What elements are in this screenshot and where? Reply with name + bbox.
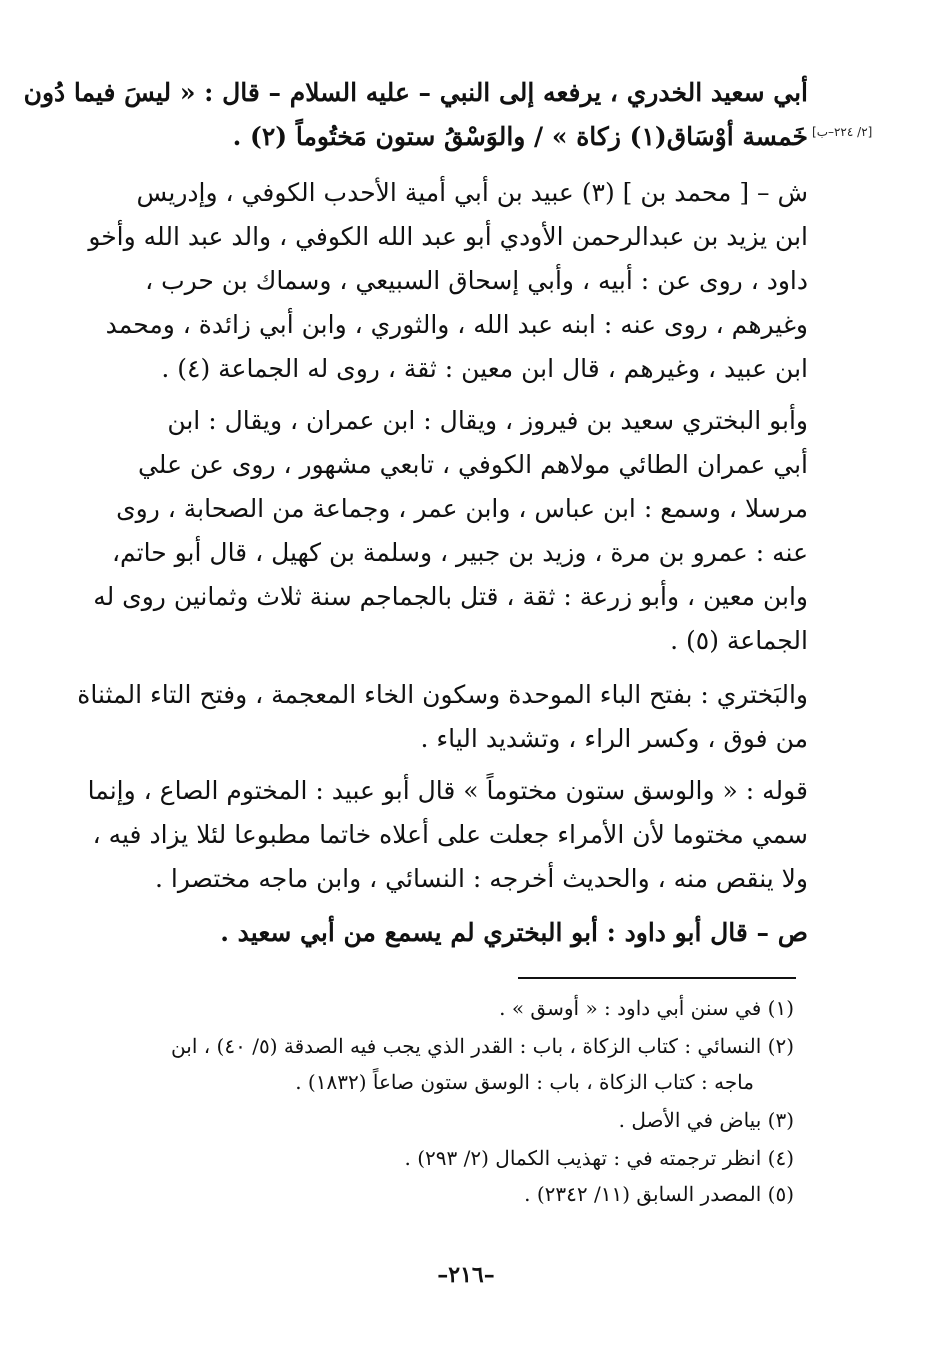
commentary-2-line-6: الجماعة (٥) . xyxy=(670,626,808,655)
footnote-2: (٢) النسائي : كتاب الزكاة ، باب : القدر الذي يجب فيه الصدقة (٥/ ٤٠) ، ابن xyxy=(171,1034,794,1058)
commentary-4-line-1: قوله : « والوسق ستون مختوماً » قال أبو عبيد : المختوم الصاع ، وإنما xyxy=(87,776,808,805)
commentary-3-line-1: والبَختري : بفتح الباء الموحدة وسكون الخاء المعجمة ، وفتح التاء المثناة xyxy=(77,680,808,709)
footnote-2-continued: ماجه : كتاب الزكاة ، باب : الوسق ستون صاعاً (١٨٣٢) . xyxy=(295,1070,754,1094)
footnote-divider xyxy=(518,977,796,979)
commentary-4-line-2: سمي مختوما لأن الأمراء جعلت على أعلاه خاتما مطبوعا لئلا يزاد فيه ، xyxy=(92,820,808,849)
commentary-1-line-5: ابن عبيد ، وغيرهم ، قال ابن معين : ثقة ، روى له الجماعة (٤) . xyxy=(161,354,808,383)
footnote-3: (٣) بياض في الأصل . xyxy=(618,1108,794,1132)
commentary-2-line-4: عنه : عمرو بن مرة ، وزيد بن جبير ، وسلمة بن كهيل ، قال أبو حاتم، xyxy=(111,538,808,567)
commentary-3-line-2: من فوق ، وكسر الراء ، وتشديد الياء . xyxy=(420,724,808,753)
footnote-5: (٥) المصدر السابق (١١/ ٢٣٤٢) . xyxy=(524,1182,794,1206)
commentary-2-line-3: مرسلا ، وسمع : ابن عباس ، وابن عمر ، وجماعة من الصحابة ، روى xyxy=(116,494,808,523)
commentary-1-line-2: ابن يزيد بن عبدالرحمن الأودي أبو عبد الله الكوفي ، والد عبد الله وأخو xyxy=(88,222,808,251)
hadith-line-2: خَمسة أوْسَاق(١) زكاة » / والوَسْقُ ستون مَختُوماً (٢) . xyxy=(232,122,808,151)
commentary-4-line-3: ولا ينقص منه ، والحديث أخرجه : النسائي ، وابن ماجه مختصرا . xyxy=(155,864,808,893)
commentary-1-line-3: داود ، روى عن : أبيه ، وأبي إسحاق السبيعي ، وسماك بن حرب ، xyxy=(145,266,808,295)
hadith-line-1: أبي سعيد الخدري ، يرفعه إلى النبي – عليه السلام – قال : « ليسَ فيما دُون xyxy=(23,78,808,107)
footnote-4: (٤) انظر ترجمته في : تهذيب الكمال (٢/ ٢٩٣) . xyxy=(404,1146,794,1170)
manuscript-folio-reference: [٢/ ٢٢٤–ب] xyxy=(812,125,873,139)
commentary-1-line-4: وغيرهم ، روى عنه : ابنه عبد الله ، والثوري ، وابن أبي زائدة ، ومحمد xyxy=(105,310,808,339)
commentary-2-line-5: وابن معين ، وأبو زرعة : ثقة ، قتل بالجماجم سنة ثلاث وثمانين روى له xyxy=(93,582,808,611)
commentary-1-line-1: ش – [ محمد بن ] (٣) عبيد بن أبي أمية الأحدب الكوفي ، وإدريس xyxy=(136,178,808,207)
commentary-2-line-2: أبي عمران الطائي مولاهم الكوفي ، تابعي مشهور ، روى عن علي xyxy=(137,450,808,479)
commentary-2-line-1: وأبو البختري سعيد بن فيروز ، ويقال : ابن عمران ، ويقال : ابن xyxy=(167,406,808,435)
footnote-1: (١) في سنن أبي داود : « أوسق » . xyxy=(499,996,794,1020)
sad-line: ص – قال أبو داود : أبو البختري لم يسمع من أبي سعيد . xyxy=(220,918,808,947)
page-number: –٢١٦– xyxy=(437,1262,495,1288)
